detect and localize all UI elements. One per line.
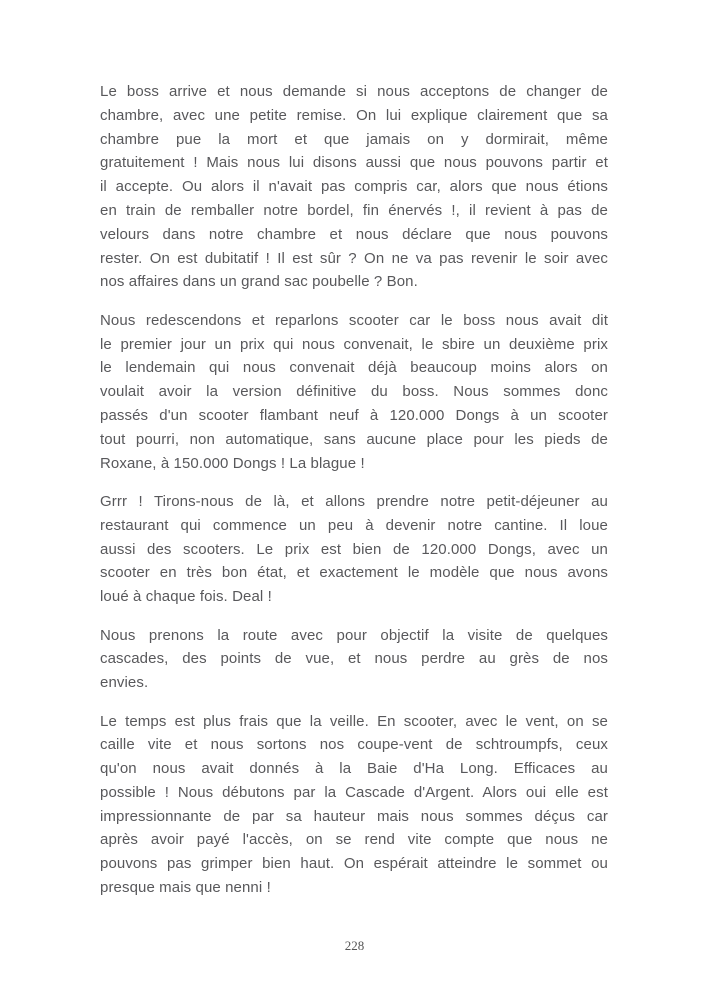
text-line: scooter en très bon état, et exactement le modèle que nous avons (100, 564, 608, 582)
text-line: aussi des scooters. Le prix est bien de 120.000 Dongs, avec un (100, 540, 608, 558)
text-line: rester. On est dubitatif ! Il est sûr ? On ne va pas revenir le soir avec (100, 249, 608, 267)
text-line: Roxane, à 150.000 Dongs ! La blague ! (100, 454, 365, 472)
text-line: Le boss arrive et nous demande si nous acceptons de changer de (100, 83, 608, 100)
text-line: restaurant qui commence un peu à devenir notre cantine. Il loue (100, 516, 608, 534)
text-line: presque mais que nenni ! (100, 879, 271, 897)
text-line: chambre, avec une petite remise. On lui explique clairement que sa (100, 106, 608, 124)
text-line: chambre pue la mort et que jamais on y dormirait, même (100, 130, 608, 148)
text-line: Nous prenons la route avec pour objectif la visite de quelques (100, 626, 608, 644)
text-line: en train de remballer notre bordel, fin énervés !, il revient à pas de (100, 201, 608, 219)
text-line: Grrr ! Tirons-nous de là, et allons prendre notre petit-déjeuner au (100, 492, 608, 510)
text-line: après avoir payé l'accès, on se rend vite compte que nous ne (100, 831, 608, 849)
paragraph (100, 309, 608, 476)
text-line: gratuitement ! Mais nous lui disons aussi que nous pouvons partir et (100, 154, 608, 172)
paragraph (100, 710, 608, 900)
text-line: velours dans notre chambre et nous déclare que nous pouvons (100, 225, 608, 243)
text-line: loué à chaque fois. Deal ! (100, 588, 272, 606)
text-line: envies. (100, 674, 149, 692)
text-line: possible ! Nous débutons par la Cascade d'Argent. Alors oui elle est (100, 783, 608, 801)
text-line: le premier jour un prix qui nous convenait, le sbire un deuxième prix (100, 335, 608, 353)
text-line: nos affaires dans un grand sac poubelle ? Bon. (100, 273, 418, 291)
paragraph (100, 490, 608, 609)
text-line: voulait avoir la version définitive du boss. Nous sommes donc (100, 383, 608, 401)
text-line: Le temps est plus frais que la veille. En scooter, avec le vent, on se (100, 712, 608, 730)
text-line: le lendemain qui nous convenait déjà beaucoup moins alors on (100, 359, 608, 377)
text-line: caille vite et nous sortons nos coupe-vent de schtroumpfs, ceux (100, 736, 608, 754)
text-line: il accepte. Ou alors il n'avait pas compris car, alors que nous étions (100, 178, 608, 196)
text-line: pouvons pas grimper bien haut. On espérait atteindre le sommet ou (100, 855, 608, 873)
text-line: qu'on nous avait donnés à la Baie d'Ha Long. Efficaces au (100, 760, 608, 778)
text-line: tout pourri, non automatique, sans aucune place pour les pieds de (100, 430, 608, 448)
text-line: impressionnante de par sa hauteur mais nous sommes déçus car (100, 807, 608, 825)
text-column (100, 80, 608, 914)
page-number: 228 (344, 938, 365, 953)
text-line: cascades, des points de vue, et nous perdre au grès de nos (100, 650, 608, 668)
paragraph (100, 624, 608, 695)
text-line: Nous redescendons et reparlons scooter car le boss nous avait dit (100, 311, 608, 329)
text-line: passés d'un scooter flambant neuf à 120.000 Dongs à un scooter (100, 406, 608, 424)
paragraph (100, 80, 608, 294)
